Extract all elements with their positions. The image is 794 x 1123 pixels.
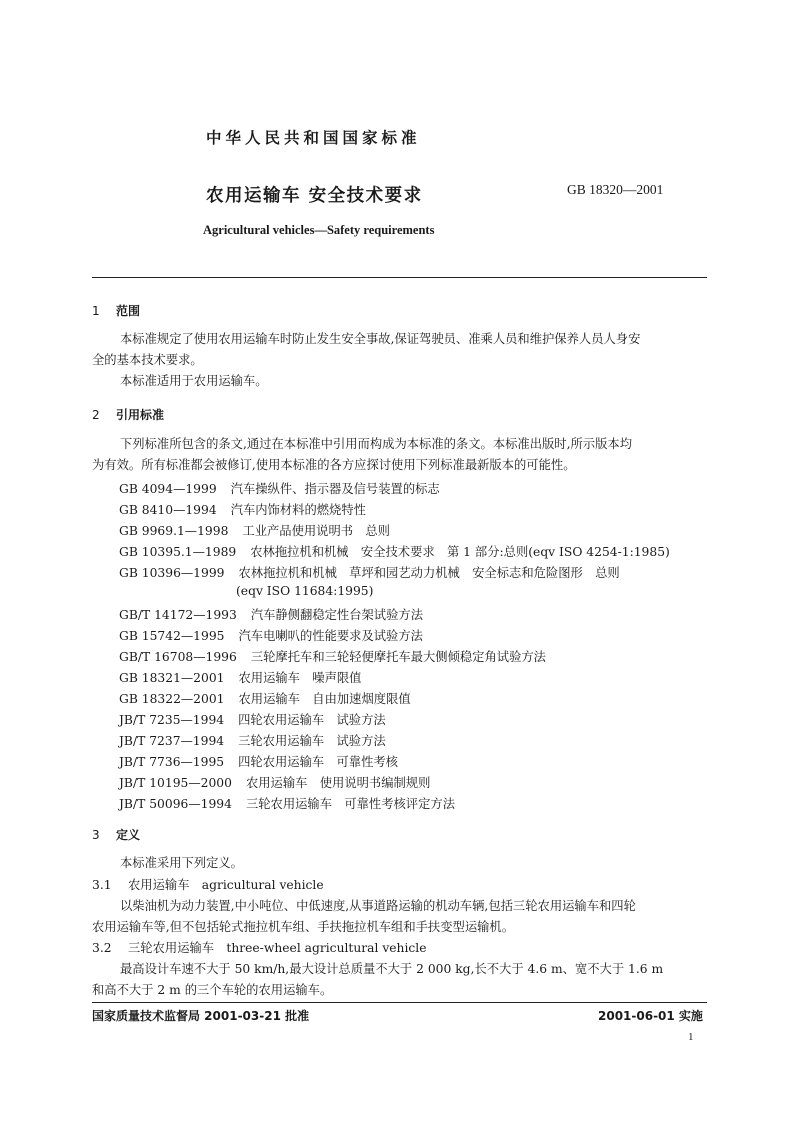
definition-number: 3.1 xyxy=(92,878,112,892)
reference-title: 汽车电喇叭的性能要求及试验方法 xyxy=(238,629,423,643)
reference-item xyxy=(119,710,386,728)
reference-item xyxy=(119,731,386,749)
reference-item xyxy=(119,500,366,518)
reference-code: JB/T 50096—1994 xyxy=(119,797,232,811)
paragraph-line: 下列标准所包含的条文,通过在本标准中引用而构成为本标准的条文。本标准出版时,所示版本均 xyxy=(120,437,632,451)
reference-code: GB 15742—1995 xyxy=(119,629,225,643)
reference-item xyxy=(119,626,423,644)
paragraph-line: 和高不大于 2 m 的三个车轮的农用运输车。 xyxy=(92,983,333,997)
reference-item-continuation xyxy=(236,584,373,598)
paragraph-line: 农用运输车等,但不包括轮式拖拉机车组、手扶拖拉机车组和手扶变型运输机。 xyxy=(92,920,515,934)
reference-title: 农用运输车 自由加速烟度限值 xyxy=(238,692,411,706)
reference-code: GB/T 16708—1996 xyxy=(119,650,237,664)
paragraph-line: 全的基本技术要求。 xyxy=(92,353,203,367)
definition-number: 3.2 xyxy=(92,941,112,955)
reference-item xyxy=(119,542,670,560)
reference-title: 农用运输车 噪声限值 xyxy=(238,671,362,685)
section-1-heading xyxy=(92,302,140,319)
reference-title: 三轮摩托车和三轮轻便摩托车最大侧倾稳定角试验方法 xyxy=(250,650,546,664)
reference-item xyxy=(119,479,440,497)
paragraph-line: 为有效。所有标准都会被修订,使用本标准的各方应探讨使用下列标准最新版本的可能性。 xyxy=(92,458,576,472)
reference-title: 农林拖拉机和机械 草坪和园艺动力机械 安全标志和危险图形 总则 xyxy=(238,566,620,580)
reference-item xyxy=(119,773,430,791)
section-title: 定义 xyxy=(116,828,141,842)
paragraph-line: 以柴油机为动力装置,中小吨位、中低速度,从事道路运输的机动车辆,包括三轮农用运输车和四轮 xyxy=(120,899,636,913)
definition-3-1 xyxy=(92,875,324,896)
reference-item xyxy=(119,605,423,623)
reference-code: GB 8410—1994 xyxy=(119,503,217,517)
paragraph-line: 本标准规定了使用农用运输车时防止发生安全事故,保证驾驶员、准乘人员和维护保养人员人身安 xyxy=(120,332,641,346)
reference-code: GB/T 14172—1993 xyxy=(119,608,237,622)
definition-3-2 xyxy=(92,938,427,959)
issued-date: 国家质量技术监督局 2001-03-21 批准 xyxy=(92,1009,310,1023)
section-number: 1 xyxy=(92,304,100,318)
section-title: 引用标准 xyxy=(116,408,165,422)
standard-title-cn: 农用运输车 安全技术要求 xyxy=(206,186,423,206)
reference-title: 汽车内饰材料的燃烧特性 xyxy=(230,503,366,517)
implementation-date: 2001-06-01 实施 xyxy=(598,1009,703,1023)
reference-item xyxy=(119,752,398,770)
reference-title: 农林拖拉机和机械 安全技术要求 第 1 部分:总则(eqv ISO 4254-1:1985) xyxy=(250,545,670,559)
reference-title: 汽车静侧翻稳定性台架试验方法 xyxy=(250,608,423,622)
reference-code: JB/T 7736—1995 xyxy=(119,755,225,769)
reference-title: (eqv ISO 11684:1995) xyxy=(236,584,374,598)
reference-title: 四轮农用运输车 试验方法 xyxy=(238,713,386,727)
section-2-heading xyxy=(92,406,164,423)
footer-divider xyxy=(92,1002,707,1003)
reference-item xyxy=(119,668,361,686)
reference-code: JB/T 10195—2000 xyxy=(119,776,232,790)
reference-code: JB/T 7237—1994 xyxy=(119,734,225,748)
paragraph-line: 本标准采用下列定义。 xyxy=(120,856,243,870)
reference-title: 农用运输车 使用说明书编制规则 xyxy=(245,776,431,790)
reference-code: GB 9969.1—1998 xyxy=(119,524,229,538)
reference-item xyxy=(119,689,411,707)
reference-code: JB/T 7235—1994 xyxy=(119,713,225,727)
definition-term: 农用运输车 agricultural vehicle xyxy=(128,878,324,892)
reference-item xyxy=(119,794,455,812)
reference-code: GB 18322—2001 xyxy=(119,692,225,706)
reference-title: 汽车操纵件、指示器及信号装置的标志 xyxy=(230,482,440,496)
reference-code: GB 10395.1—1989 xyxy=(119,545,237,559)
reference-title: 工业产品使用说明书 总则 xyxy=(242,524,390,538)
section-title: 范围 xyxy=(116,304,141,318)
header-divider xyxy=(92,277,707,278)
reference-title: 四轮农用运输车 可靠性考核 xyxy=(238,755,398,769)
section-number: 2 xyxy=(92,408,100,422)
section-number: 3 xyxy=(92,828,100,842)
paragraph-line: 本标准适用于农用运输车。 xyxy=(120,374,268,388)
reference-item xyxy=(119,521,390,539)
reference-code: GB 18321—2001 xyxy=(119,671,225,685)
definition-term: 三轮农用运输车 three-wheel agricultural vehicle xyxy=(128,941,427,955)
section-3-heading xyxy=(92,826,140,843)
standard-title-en: Agricultural vehicles—Safety requirements xyxy=(203,223,435,237)
reference-title: 三轮农用运输车 试验方法 xyxy=(238,734,386,748)
national-standard-heading: 中华人民共和国国家标准 xyxy=(206,129,421,147)
page-number: 1 xyxy=(688,1031,694,1043)
paragraph-line: 最高设计车速不大于 50 km/h,最大设计总质量不大于 2 000 kg,长不大于 4.6 m、宽不大于 1.6 m xyxy=(120,962,664,976)
reference-item xyxy=(119,563,620,581)
standard-code: GB 18320—2001 xyxy=(567,182,664,197)
reference-code: GB 4094—1999 xyxy=(119,482,217,496)
reference-item xyxy=(119,647,546,665)
reference-title: 三轮农用运输车 可靠性考核评定方法 xyxy=(245,797,455,811)
reference-code: GB 10396—1999 xyxy=(119,566,225,580)
